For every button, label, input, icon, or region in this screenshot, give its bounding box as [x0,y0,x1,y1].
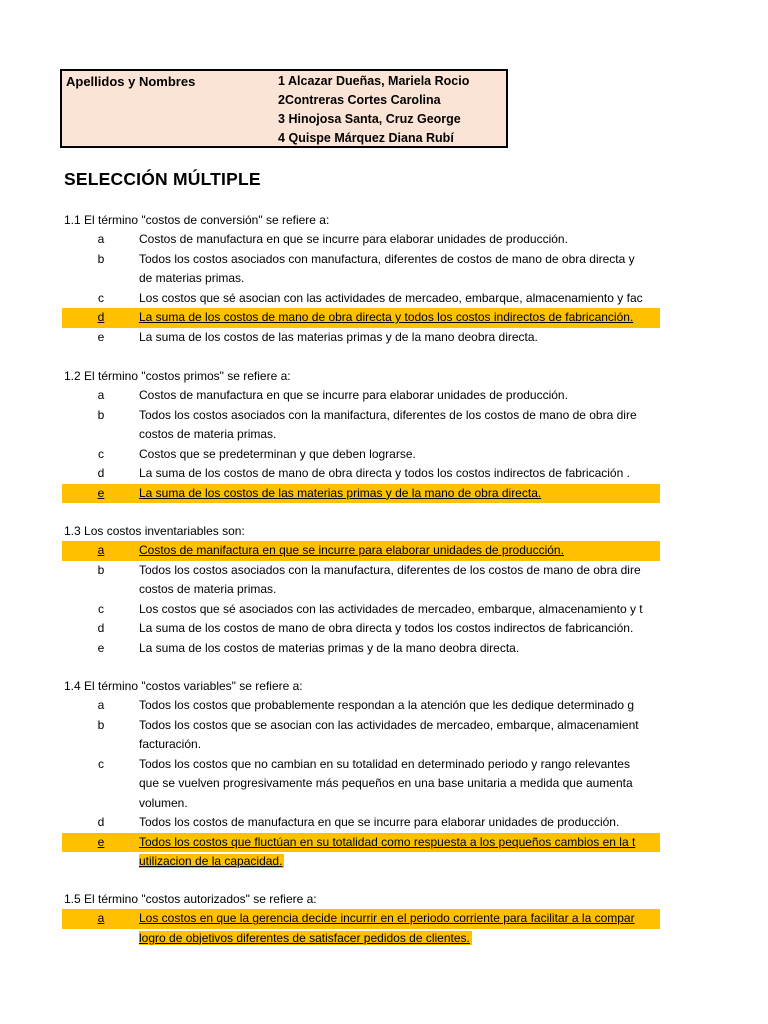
option-text: La suma de los costos de materias primas y de la mano deobra directa. [139,640,520,655]
question-heading: 1.4 El término "costos variables" se refiere a: [64,679,303,693]
student-number: 3 [278,112,285,126]
option-letter: e [97,329,105,344]
option-letter: d [97,310,105,325]
option-letter: e [97,640,105,655]
option-letter: e [97,834,105,849]
option-letter: a [97,543,105,558]
student-name: Hinojosa Santa, Cruz George [288,112,461,126]
option-letter: b [97,562,105,577]
student-name: Quispe Márquez Diana Rubí [288,131,454,145]
correct-option-text: Costos de manifactura en que se incurre para elaborar unidades de producción. [139,543,564,558]
question-heading: 1.1 El término "costos de conversión" se refiere a: [64,213,330,227]
option-letter: b [97,251,105,266]
correct-option-text: logro de objetivos diferentes de satisfacer pedidos de clientes. [139,930,470,945]
correct-option-text: La suma de los costos de las materias primas y de la mano de obra directa. [139,485,542,500]
option-letter: a [97,232,105,247]
question-heading: 1.3 Los costos inventariables son: [64,524,245,538]
question-heading: 1.2 El término "costos primos" se refiere a: [64,369,291,383]
option-letter: b [97,717,105,732]
option-text: Todos los costos asociados con la manifactura, diferentes de los costos de mano de obra dire [139,407,637,422]
option-letter: d [97,815,105,830]
option-text: Costos de manufactura en que se incurre para elaborar unidades de producción. [139,232,568,247]
option-letter: a [97,388,105,403]
option-letter: a [97,698,105,713]
student-number: 4 [278,131,285,145]
option-text: que se vuelven progresivamente más pequeños en una base unitaria a medida que aumenta [139,776,633,791]
section-title: SELECCIÓN MÚLTIPLE [64,169,261,189]
option-letter: d [97,466,105,481]
option-text: La suma de los costos de las materias primas y de la mano deobra directa. [139,329,538,344]
question-heading: 1.5 El término "costos autorizados" se refiere a: [64,892,317,906]
names-label: Apellidos y Nombres [66,74,196,89]
student-number: 2 [278,93,285,107]
option-letter: c [98,756,104,771]
option-text: Costos que se predeterminan y que deben lograrse. [139,446,416,461]
option-letter: c [98,601,104,616]
option-letter: e [97,485,105,500]
option-text: Costos de manufactura en que se incurre para elaborar unidades de producción. [139,388,568,403]
option-text: La suma de los costos de mano de obra directa y todos los costos indirectos de fabricación . [139,466,630,481]
correct-option-text: Todos los costos que fluctúan en su totalidad como respuesta a los pequeños cambios en la t [139,834,636,849]
student-number: 1 [278,74,285,88]
option-text: Los costos que sé asocian con las actividades de mercadeo, embarque, almacenamiento y fac [139,290,643,305]
option-text: de materias primas. [139,271,245,286]
option-letter: a [97,911,105,926]
option-text: facturación. [139,737,202,752]
correct-option-text: La suma de los costos de mano de obra directa y todos los costos indirectos de fabricanción. [139,310,634,325]
option-text: Los costos que sé asociados con las actividades de mercadeo, embarque, almacenamiento y t [139,601,643,616]
option-text: Todos los costos que probablemente respondan a la atención que les dedique determinado g [139,698,635,713]
option-letter: d [97,621,105,636]
option-letter: c [98,446,104,461]
option-letter: b [97,407,105,422]
option-text: Todos los costos que se asocian con las actividades de mercadeo, embarque, almacenamient [139,717,639,732]
option-text: Todos los costos de manufactura en que se incurre para elaborar unidades de producción. [139,815,620,830]
student-name: Alcazar Dueñas, Mariela Rocio [288,74,470,88]
option-text: Todos los costos asociados con manufactura, diferentes de costos de mano de obra directa y [139,251,635,266]
option-text: costos de materia primas. [139,582,277,597]
option-text: costos de materia primas. [139,427,277,442]
option-text: volumen. [139,795,188,810]
option-text: Todos los costos que no cambian en su totalidad en determinado periodo y rango relevantes [139,756,630,771]
student-name: Contreras Cortes Carolina [285,93,441,107]
option-text: La suma de los costos de mano de obra directa y todos los costos indirectos de fabricanción. [139,621,634,636]
correct-option-text: utilizacion de la capacidad. [139,854,283,869]
option-letter: c [98,290,104,305]
correct-option-text: Los costos en que la gerencia decide incurrir en el periodo corriente para facilitar a la compar [139,911,635,926]
option-text: Todos los costos asociados con la manufactura, diferentes de los costos de mano de obra dire [139,562,641,577]
